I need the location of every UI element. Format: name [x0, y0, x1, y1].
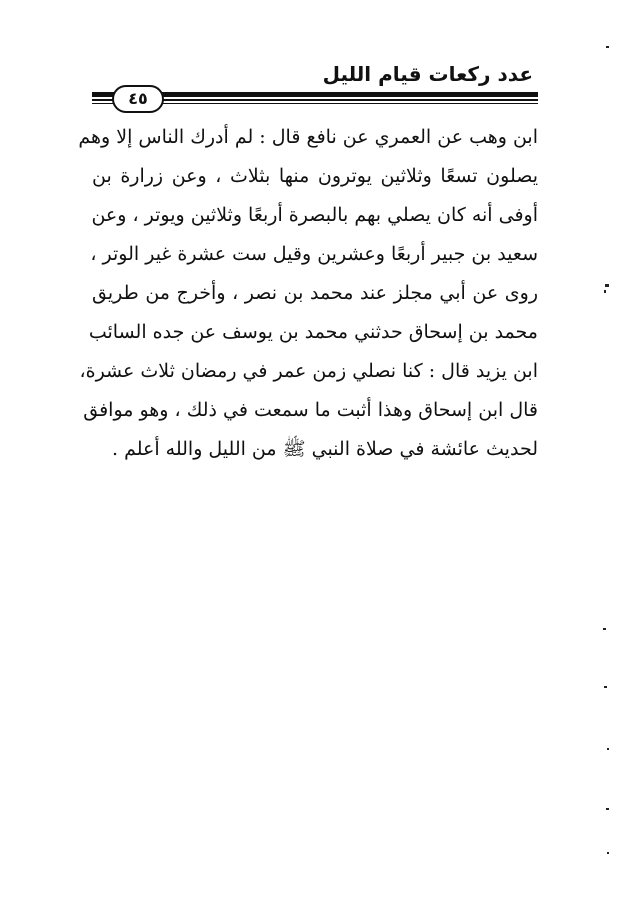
scan-speck	[607, 748, 609, 750]
body-text	[78, 118, 538, 469]
scan-speck	[607, 852, 609, 854]
scan-speck	[606, 46, 609, 48]
text-line: سعيد بن جبير أربعًا وعشرين وقيل ست عشرة غير الوتر ،	[90, 243, 538, 265]
text-line: ابن يزيد قال : كنا نصلي زمن عمر في رمضان ثلاث عشرة،	[79, 360, 538, 382]
text-line: ابن وهب عن العمري عن نافع قال : لم أدرك الناس إلا وهم	[78, 126, 538, 148]
text-line: قال ابن إسحاق وهذا أثبت ما سمعت في ذلك ، وهو موافق	[83, 399, 538, 421]
scan-speck	[604, 686, 607, 688]
text-line: محمد بن إسحاق حدثني محمد بن يوسف عن جده السائب	[88, 321, 538, 343]
text-line: روى عن أبي مجلز عند محمد بن نصر ، وأخرج من طريق	[92, 282, 538, 304]
scan-speck	[605, 284, 609, 287]
page-number: ٤٥	[112, 85, 164, 113]
scan-speck	[606, 808, 609, 810]
running-title: عدد ركعات قيام الليل	[322, 62, 533, 86]
text-line: أوفى أنه كان يصلي بهم بالبصرة أربعًا وثلاثين ويوتر ، وعن	[91, 204, 538, 226]
text-line: لحديث عائشة في صلاة النبي ﷺ من الليل والله أعلم .	[111, 438, 538, 460]
scan-speck	[604, 290, 606, 293]
scan-speck	[603, 628, 606, 630]
text-line: يصلون تسعًا وثلاثين يوترون منها بثلاث ، وعن زرارة بن	[92, 165, 538, 187]
